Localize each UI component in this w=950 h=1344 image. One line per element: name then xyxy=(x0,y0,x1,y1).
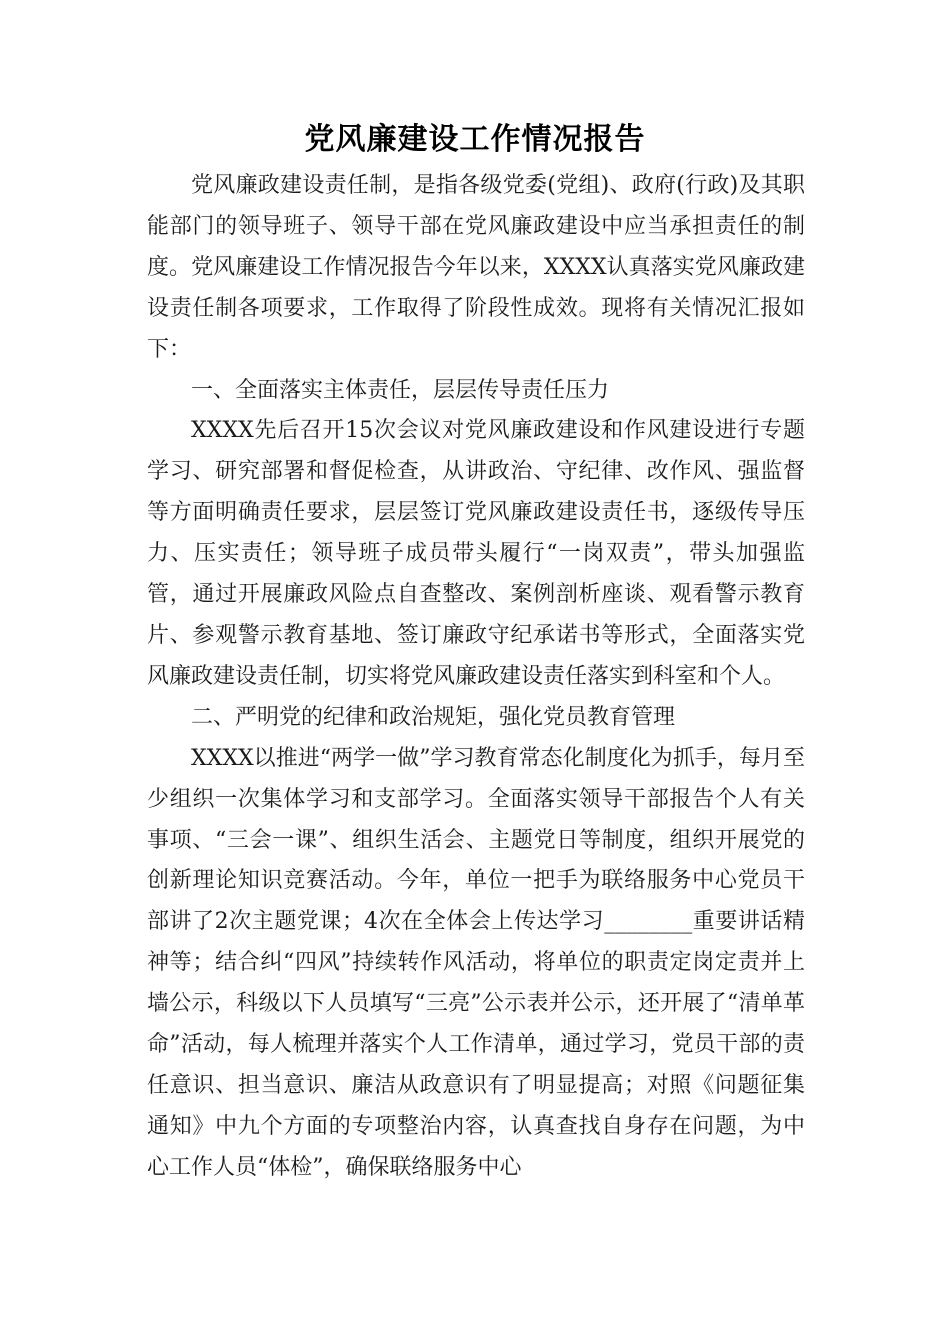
document-body xyxy=(147,166,805,1189)
paragraph-section-1: XXXX先后召开15次会议对党风廉政建设和作风建设进行专题学习、研究部署和督促检查，从讲政治、守纪律、改作风、强监督等方面明确责任要求，层层签订党风廉政建设责任书，逐级传导压力、压实责任；领导班子成员带头履行“一岗双责”，带头加强监管，通过开展廉政风险点自查整改、案例剖析座谈、观看警示教育片、参观警示教育基地、签订廉政守纪承诺书等形式，全面落实党风廉政建设责任制，切实将党风廉政建设责任落实到科室和个人。 xyxy=(147,418,805,689)
paragraph-section-2: XXXX以推进“两学一做”学习教育常态化制度化为抓手，每月至少组织一次集体学习和支部学习。全面落实领导干部报告个人有关事项、“三会一课”、组织生活会、主题党日等制度，组织开展党的创新理论知识竞赛活动。今年，单位一把手为联络服务中心党员干部讲了2次主题党课；4次在全体会上传达学习________重要讲话精神等；结合纠“四风”持续转作风活动，将单位的职责定岗定责并上墙公示，科级以下人员填写“三亮”公示表并公示，还开展了“清单革命”活动，每人梳理并落实个人工作清单，通过学习，党员干部的责任意识、担当意识、廉洁从政意识有了明显提高；对照《问题征集通知》中九个方面的专项整治内容，认真查找自身存在问题，为中心工作人员“体检”，确保联络服务中心 xyxy=(147,745,805,1180)
heading-section-2: 二、严明党的纪律和政治规矩，强化党员教育管理 xyxy=(191,704,676,730)
heading-section-1: 一、全面落实主体责任，层层传导责任压力 xyxy=(191,377,610,403)
paragraph-intro: 党风廉政建设责任制，是指各级党委(党组)、政府(行政)及其职能部门的领导班子、领导干部在党风廉政建设中应当承担责任的制度。党风廉建设工作情况报告今年以来，XXXX认真落实党风廉政建设责任制各项要求，工作取得了阶段性成效。现将有关情况汇报如下： xyxy=(147,173,805,362)
document-title: 党风廉建设工作情况报告 xyxy=(304,122,646,157)
